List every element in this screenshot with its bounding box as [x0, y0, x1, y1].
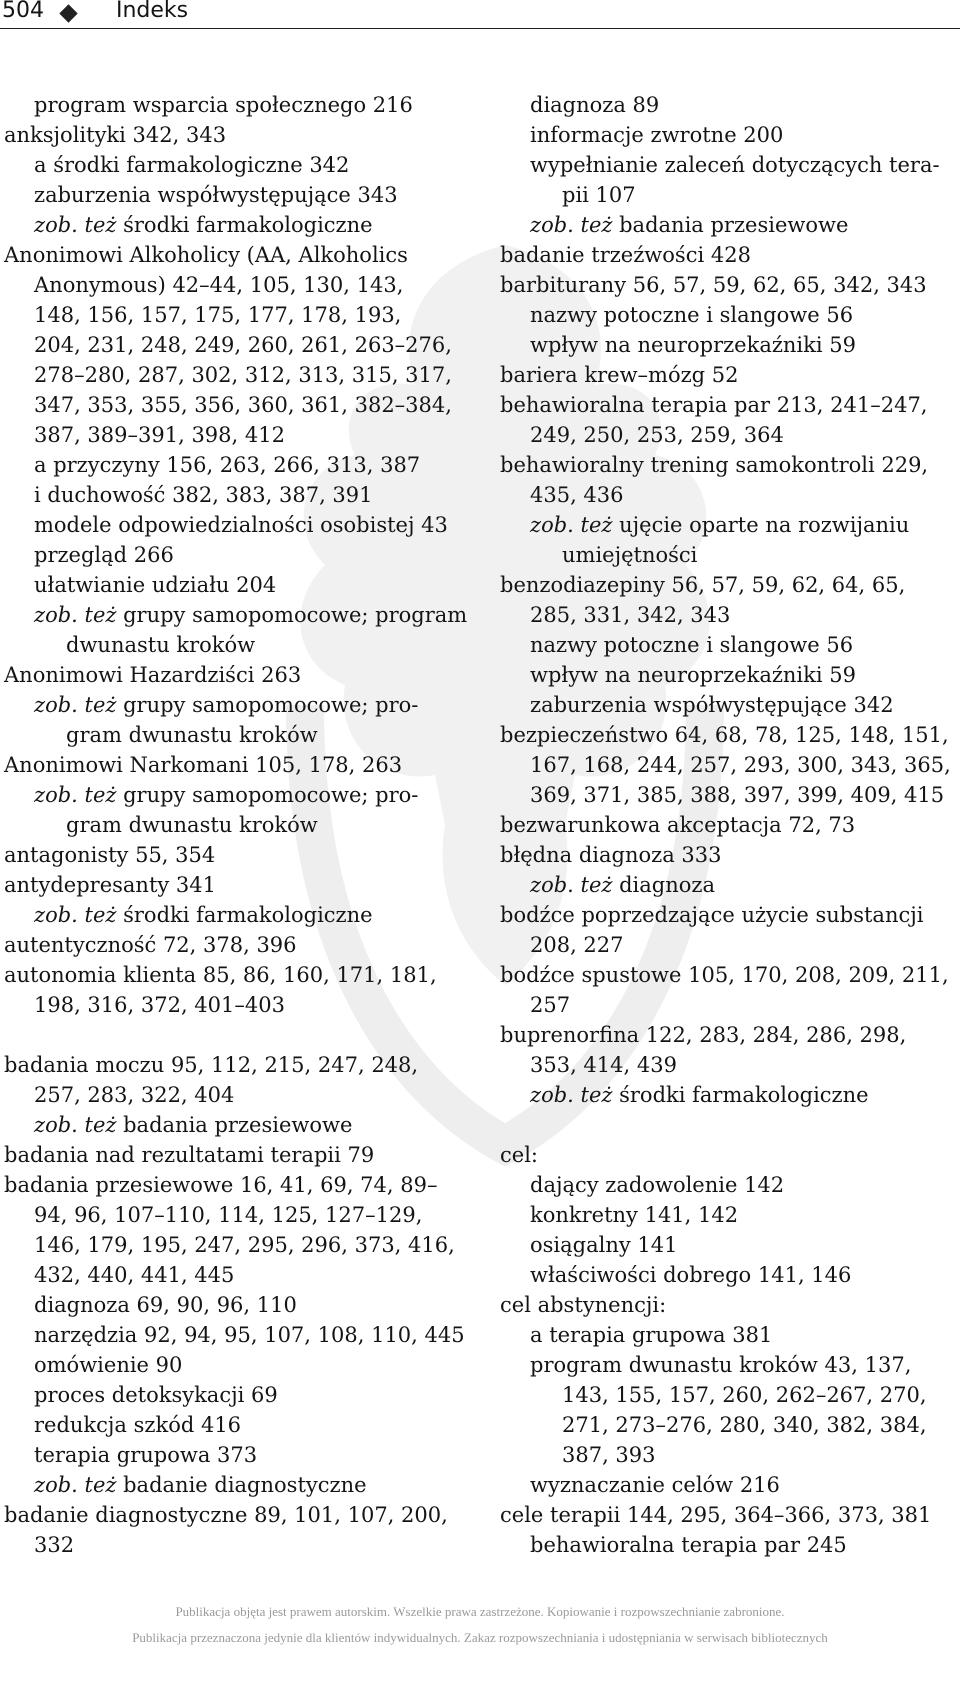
entry-text: i duchowość 382, 383, 387, 391 — [34, 483, 373, 507]
index-entry — [4, 1050, 464, 1080]
entry-text: autentyczność 72, 378, 396 — [4, 933, 297, 957]
entry-text: cele terapii 144, 295, 364–366, 373, 381 — [500, 1503, 932, 1527]
index-entry — [500, 810, 957, 840]
entry-text: zaburzenia współwystępujące 342 — [530, 693, 894, 717]
entry-text: 387, 389–391, 398, 412 — [34, 423, 285, 447]
index-subentry — [500, 510, 957, 540]
index-subentry — [4, 1350, 464, 1380]
index-subentry — [4, 450, 464, 480]
index-subentry — [4, 1200, 464, 1230]
index-subentry — [4, 390, 464, 420]
index-entry — [500, 720, 957, 750]
index-subentry — [500, 990, 957, 1020]
entry-text: wyznaczanie celów 216 — [530, 1473, 780, 1497]
entry-text: program dwunastu kroków 43, 137, — [530, 1353, 912, 1377]
entry-text: 285, 331, 342, 343 — [530, 603, 731, 627]
index-subentry — [4, 300, 464, 330]
page-title: Indeks — [116, 0, 189, 23]
entry-text: anksjolityki 342, 343 — [4, 123, 227, 147]
cross-reference-label: zob. też — [530, 1083, 613, 1107]
entry-text: 249, 250, 253, 259, 364 — [530, 423, 784, 447]
index-subentry — [4, 510, 464, 540]
index-subentry — [500, 330, 957, 360]
index-subentry — [4, 1110, 464, 1140]
index-subentry — [4, 150, 464, 180]
index-subentry — [500, 540, 957, 570]
entry-text: wpływ na neuroprzekaźniki 59 — [530, 663, 856, 687]
index-column-left — [4, 90, 468, 1560]
entry-text: badanie diagnostyczne 89, 101, 107, 200, — [4, 1503, 448, 1527]
entry-text: narzędzia 92, 94, 95, 107, 108, 110, 445 — [34, 1323, 465, 1347]
index-entry — [500, 960, 957, 990]
entry-text: cel abstynencji: — [500, 1293, 667, 1317]
entry-text: 208, 227 — [530, 933, 624, 957]
index-entry — [4, 1500, 464, 1530]
index-subentry — [500, 930, 957, 960]
index-subentry — [500, 1350, 957, 1380]
index-subentry — [500, 870, 957, 900]
entry-text: pii 107 — [562, 183, 636, 207]
entry-text: cel: — [500, 1143, 538, 1167]
index-entry — [500, 1290, 957, 1320]
entry-text: grupy samopomocowe; pro- — [116, 783, 419, 807]
entry-text: konkretny 141, 142 — [530, 1203, 739, 1227]
cross-reference-label: zob. też — [530, 213, 613, 237]
index-subentry — [500, 600, 957, 630]
entry-text: 332 — [34, 1533, 75, 1557]
entry-text: 435, 436 — [530, 483, 624, 507]
index-subentry — [4, 1320, 464, 1350]
index-subentry — [4, 600, 468, 630]
cross-reference-label: zob. też — [34, 693, 117, 717]
entry-text: 271, 273–276, 280, 340, 382, 384, — [562, 1413, 927, 1437]
entry-text: 353, 414, 439 — [530, 1053, 677, 1077]
index-subentry — [500, 420, 957, 450]
index-entry — [500, 450, 957, 480]
entry-text: terapia grupowa 373 — [34, 1443, 258, 1467]
entry-text: badanie diagnostyczne — [116, 1473, 367, 1497]
entry-text: nazwy potoczne i slangowe 56 — [530, 303, 854, 327]
page-number: 504 — [2, 0, 44, 23]
entry-text: właściwości dobrego 141, 146 — [530, 1263, 852, 1287]
index-subentry — [500, 1380, 957, 1410]
entry-text: ułatwianie udziału 204 — [34, 573, 277, 597]
entry-text: a terapia grupowa 381 — [530, 1323, 773, 1347]
index-subentry — [4, 900, 464, 930]
entry-text: program wsparcia społecznego 216 — [34, 93, 413, 117]
entry-text: 167, 168, 244, 257, 293, 300, 343, 365, — [530, 753, 951, 777]
entry-text: a środki farmakologiczne 342 — [34, 153, 350, 177]
letter-gap — [500, 1110, 957, 1140]
index-subentry — [4, 1230, 464, 1260]
index-subentry — [500, 1260, 957, 1290]
entry-text: bezpieczeństwo 64, 68, 78, 125, 148, 151, — [500, 723, 949, 747]
index-subentry — [500, 480, 957, 510]
entry-text: 369, 371, 385, 388, 397, 399, 409, 415 — [530, 783, 945, 807]
entry-text: gram dwunastu kroków — [66, 723, 318, 747]
index-subentry — [500, 1080, 957, 1110]
index-entry — [500, 1500, 957, 1530]
index-entry — [4, 1140, 464, 1170]
entry-text: diagnoza 89 — [530, 93, 660, 117]
index-subentry — [500, 1410, 957, 1440]
index-subentry — [4, 270, 464, 300]
index-subentry — [4, 360, 464, 390]
entry-text: błędna diagnoza 333 — [500, 843, 722, 867]
entry-text: bariera krew–mózg 52 — [500, 363, 739, 387]
index-subentry — [4, 720, 464, 750]
copyright-notice: Publikacja objęta jest prawem autorskim. Wszelkie prawa zastrzeżone. Kopiowanie i rozpowszechnianie zabronione. — [175, 1604, 785, 1619]
entry-text: dający zadowolenie 142 — [530, 1173, 785, 1197]
index-subentry — [4, 690, 464, 720]
entry-text: omówienie 90 — [34, 1353, 183, 1377]
index-subentry — [500, 660, 957, 690]
entry-text: redukcja szkód 416 — [34, 1413, 242, 1437]
index-subentry — [4, 810, 464, 840]
entry-text: barbiturany 56, 57, 59, 62, 65, 342, 343 — [500, 273, 927, 297]
entry-text: ujęcie oparte na rozwijaniu — [612, 513, 910, 537]
entry-text: 257, 283, 322, 404 — [34, 1083, 235, 1107]
entry-text: bodźce poprzedzające użycie substancji — [500, 903, 924, 927]
index-entry — [500, 390, 957, 420]
entry-text: badania przesiewowe — [612, 213, 849, 237]
entry-text: Anonimowi Alkoholicy (AA, Alkoholics — [4, 243, 408, 267]
entry-text: umiejętności — [562, 543, 698, 567]
entry-text: benzodiazepiny 56, 57, 59, 62, 64, 65, — [500, 573, 906, 597]
entry-text: nazwy potoczne i slangowe 56 — [530, 633, 854, 657]
cross-reference-label: zob. też — [34, 1473, 117, 1497]
cross-reference-label: zob. też — [530, 873, 613, 897]
entry-text: 146, 179, 195, 247, 295, 296, 373, 416, — [34, 1233, 455, 1257]
entry-text: 257 — [530, 993, 571, 1017]
entry-text: gram dwunastu kroków — [66, 813, 318, 837]
index-subentry — [4, 210, 464, 240]
index-subentry — [500, 1470, 957, 1500]
index-subentry — [4, 1440, 464, 1470]
entry-text: środki farmakologiczne — [116, 903, 373, 927]
index-subentry — [500, 750, 957, 780]
index-subentry — [4, 1080, 464, 1110]
entry-text: grupy samopomocowe; program — [116, 603, 468, 627]
index-subentry — [500, 210, 957, 240]
index-subentry — [500, 120, 957, 150]
index-subentry — [500, 780, 957, 810]
entry-text: dwunastu kroków — [66, 633, 256, 657]
entry-text: informacje zwrotne 200 — [530, 123, 784, 147]
index-subentry — [500, 1440, 957, 1470]
index-subentry — [4, 1410, 464, 1440]
index-subentry — [500, 150, 957, 180]
index-subentry — [500, 1230, 957, 1260]
entry-text: 143, 155, 157, 260, 262–267, 270, — [562, 1383, 927, 1407]
entry-text: diagnoza — [612, 873, 715, 897]
entry-text: zaburzenia współwystępujące 343 — [34, 183, 398, 207]
entry-text: autonomia klienta 85, 86, 160, 171, 181, — [4, 963, 437, 987]
entry-text: 94, 96, 107–110, 114, 125, 127–129, — [34, 1203, 423, 1227]
entry-text: a przyczyny 156, 263, 266, 313, 387 — [34, 453, 421, 477]
index-subentry — [4, 1470, 464, 1500]
index-subentry — [500, 1050, 957, 1080]
cross-reference-label: zob. też — [530, 513, 613, 537]
entry-text: przegląd 266 — [34, 543, 174, 567]
index-subentry — [4, 180, 464, 210]
entry-text: behawioralna terapia par 213, 241–247, — [500, 393, 928, 417]
index-subentry — [4, 630, 464, 660]
entry-text: 432, 440, 441, 445 — [34, 1263, 235, 1287]
index-subentry — [500, 180, 957, 210]
entry-text: wpływ na neuroprzekaźniki 59 — [530, 333, 856, 357]
index-subentry — [4, 1260, 464, 1290]
letter-gap — [4, 1020, 464, 1050]
cross-reference-label: zob. też — [34, 783, 117, 807]
cross-reference-label: zob. też — [34, 1113, 117, 1137]
index-subentry — [500, 1200, 957, 1230]
index-entry — [4, 660, 464, 690]
index-subentry — [4, 1380, 464, 1410]
entry-text: 204, 231, 248, 249, 260, 261, 263–276, — [34, 333, 452, 357]
cross-reference-label: zob. też — [34, 603, 117, 627]
index-subentry — [500, 90, 957, 120]
index-entry — [4, 120, 464, 150]
index-entry — [500, 240, 957, 270]
entry-text: grupy samopomocowe; pro- — [116, 693, 419, 717]
index-entry — [500, 1140, 957, 1170]
index-subentry — [500, 690, 957, 720]
entry-text: 198, 316, 372, 401–403 — [34, 993, 285, 1017]
index-entry — [4, 960, 464, 990]
index-column-right — [500, 90, 957, 1560]
entry-text: badania moczu 95, 112, 215, 247, 248, — [4, 1053, 419, 1077]
index-entry — [500, 570, 957, 600]
entry-text: 148, 156, 157, 175, 177, 178, 193, — [34, 303, 402, 327]
index-subentry — [500, 1530, 957, 1560]
index-subentry — [4, 540, 464, 570]
entry-text: badania przesiewowe 16, 41, 69, 74, 89– — [4, 1173, 438, 1197]
index-entry — [4, 870, 464, 900]
entry-text: Anonimowi Hazardziści 263 — [4, 663, 302, 687]
index-entry — [4, 240, 464, 270]
index-entry — [500, 900, 957, 930]
entry-text: behawioralny trening samokontroli 229, — [500, 453, 929, 477]
index-subentry — [4, 570, 464, 600]
page-header — [0, 0, 960, 29]
index-entry — [4, 930, 464, 960]
index-subentry — [500, 1170, 957, 1200]
entry-text: behawioralna terapia par 245 — [530, 1533, 847, 1557]
index-subentry — [4, 420, 464, 450]
entry-text: modele odpowiedzialności osobistej 43 — [34, 513, 448, 537]
entry-text: buprenorfina 122, 283, 284, 286, 298, — [500, 1023, 907, 1047]
index-subentry — [4, 330, 464, 360]
index-subentry — [4, 90, 464, 120]
entry-text: badanie trzeźwości 428 — [500, 243, 751, 267]
entry-text: 387, 393 — [562, 1443, 656, 1467]
index-subentry — [4, 990, 464, 1020]
distribution-notice: Publikacja przeznaczona jedynie dla klientów indywidualnych. Zakaz rozpowszechniania i udostępniania w serwisach bibliotecznych — [132, 1630, 828, 1645]
entry-text: antagonisty 55, 354 — [4, 843, 216, 867]
entry-text: antydepresanty 341 — [4, 873, 217, 897]
entry-text: Anonimowi Narkomani 105, 178, 263 — [4, 753, 403, 777]
index-subentry — [500, 630, 957, 660]
index-entry — [500, 360, 957, 390]
index-subentry — [4, 780, 464, 810]
entry-text: środki farmakologiczne — [612, 1083, 869, 1107]
cross-reference-label: zob. też — [34, 213, 117, 237]
entry-text: badania nad rezultatami terapii 79 — [4, 1143, 375, 1167]
entry-text: Anonymous) 42–44, 105, 130, 143, — [34, 273, 404, 297]
entry-text: 278–280, 287, 302, 312, 313, 315, 317, — [34, 363, 452, 387]
index-entry — [4, 1170, 464, 1200]
index-subentry — [4, 1290, 464, 1320]
index-entry — [500, 1020, 957, 1050]
index-subentry — [4, 1530, 464, 1560]
index-subentry — [500, 1320, 957, 1350]
index-entry — [4, 840, 464, 870]
entry-text: badania przesiewowe — [116, 1113, 353, 1137]
entry-text: diagnoza 69, 90, 96, 110 — [34, 1293, 297, 1317]
entry-text: środki farmakologiczne — [116, 213, 373, 237]
index-entry — [4, 750, 464, 780]
index-entry — [500, 840, 957, 870]
entry-text: 347, 353, 355, 356, 360, 361, 382–384, — [34, 393, 452, 417]
index-subentry — [500, 300, 957, 330]
entry-text: wypełnianie zaleceń dotyczących tera- — [530, 153, 940, 177]
entry-text: proces detoksykacji 69 — [34, 1383, 278, 1407]
entry-text: osiągalny 141 — [530, 1233, 678, 1257]
cross-reference-label: zob. też — [34, 903, 117, 927]
index-entry — [500, 270, 957, 300]
entry-text: bezwarunkowa akceptacja 72, 73 — [500, 813, 856, 837]
entry-text: bodźce spustowe 105, 170, 208, 209, 211, — [500, 963, 949, 987]
diamond-icon — [59, 4, 77, 22]
index-subentry — [4, 480, 464, 510]
